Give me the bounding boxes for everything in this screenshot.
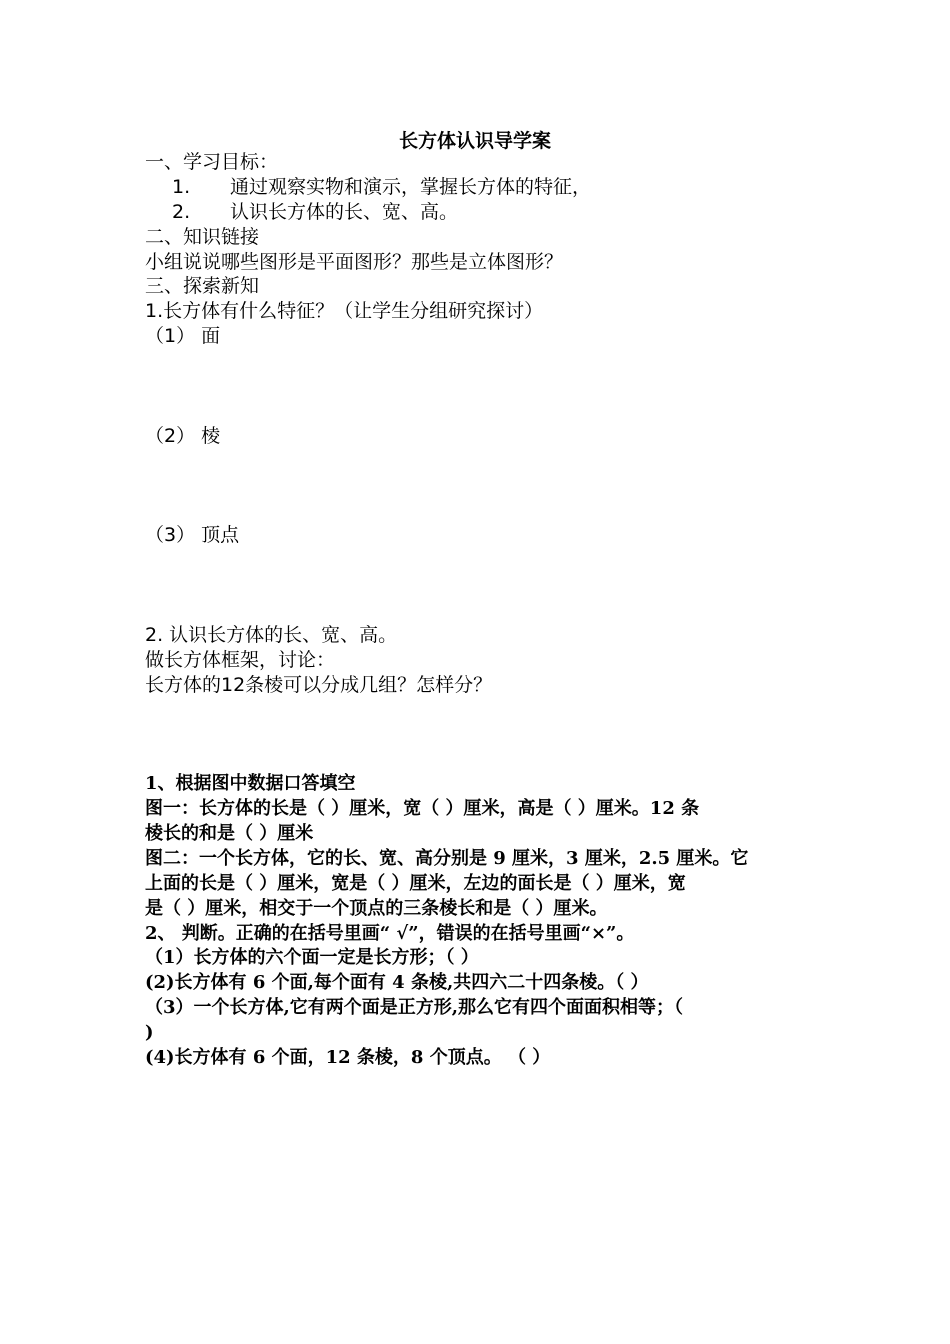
feature-item-face: （1） 面 <box>145 325 221 347</box>
section2-text: 小组说说哪些图形是平面图形？那些是立体图形？ <box>145 251 564 273</box>
feature-item-vertex: （3） 顶点 <box>145 524 240 546</box>
goal-number: 1. <box>172 176 191 198</box>
judge-item-1: （1）长方体的六个面一定是长方形；（ ） <box>145 947 479 968</box>
feature-item-edge: （2） 棱 <box>145 425 221 447</box>
judge-item-3: （3）一个长方体,它有两个面是正方形,那么它有四个面面积相等；（ <box>145 997 684 1018</box>
section2-heading: 二、知识链接 <box>145 226 260 248</box>
fig2-line-3: 是（ ）厘米，相交于一个顶点的三条棱长和是（ ）厘米。 <box>145 898 608 919</box>
fig2-line-1: 图二：一个长方体，它的长、宽、高分别是 9 厘米，3 厘米，2.5 厘米。它 <box>145 848 749 869</box>
question-2-line-3: 长方体的12条棱可以分成几组？怎样分？ <box>145 674 493 696</box>
question-2: 2. 认识长方体的长、宽、高。 <box>145 624 398 646</box>
judge-item-4: (4)长方体有 6 个面，12 条棱，8 个顶点。 （ ） <box>145 1047 551 1068</box>
fig2-line-2: 上面的长是（ ）厘米，宽是（ ）厘米，左边的面长是（ ）厘米，宽 <box>145 873 686 894</box>
goal-text: 认识长方体的长、宽、高。 <box>230 201 459 223</box>
section3-heading: 三、探索新知 <box>145 275 260 297</box>
judge-item-2: (2)长方体有 6 个面,每个面有 4 条棱,共四六二十四条棱。（ ） <box>145 972 649 993</box>
fig1-line-2: 棱长的和是（ ）厘米 <box>145 823 314 844</box>
section1-heading: 一、学习目标： <box>145 151 279 173</box>
goal-text: 通过观察实物和演示，掌握长方体的特征， <box>230 176 592 198</box>
goal-number: 2. <box>172 201 191 223</box>
fill-heading: 1、根据图中数据口答填空 <box>145 773 356 794</box>
page-title: 长方体认识导学案 <box>398 130 551 152</box>
fig1-line-1: 图一：长方体的长是（ ）厘米，宽（ ）厘米，高是（ ）厘米。12 条 <box>145 798 700 819</box>
goal-item-2 <box>172 200 458 225</box>
goal-item-1 <box>172 175 591 200</box>
judge-item-3-cont: ) <box>145 1022 154 1043</box>
question-1: 1.长方体有什么特征？（让学生分组研究探讨） <box>145 300 544 322</box>
judge-heading: 2、 判断。正确的在括号里画“ √”，错误的在括号里画“×”。 <box>145 923 635 944</box>
question-2-line-2: 做长方体框架，讨论： <box>145 649 336 671</box>
